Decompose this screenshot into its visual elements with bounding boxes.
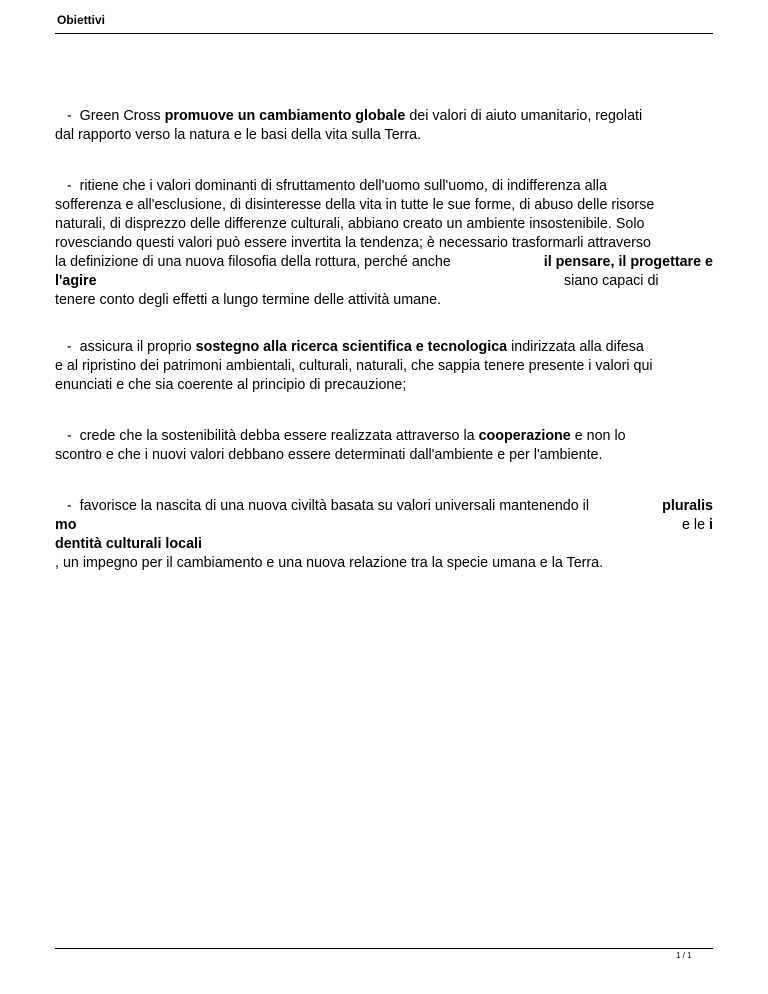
page-title: Obiettivi — [57, 13, 106, 27]
footer-divider — [55, 948, 713, 949]
paragraph-line: rovesciando questi valori può essere invertita la tendenza; è necessario trasformarli attraverso — [55, 235, 652, 251]
paragraph-text: - Green Cross — [55, 108, 165, 124]
paragraph-text: - favorisce la nascita di una nuova civiltà basata su valori universali mantenendo il — [55, 498, 594, 514]
paragraph-text: dei valori di aiuto umanitario, regolati — [405, 108, 643, 124]
objective-paragraph-3 — [55, 338, 713, 395]
objective-paragraph-1 — [55, 107, 713, 145]
paragraph-bold-text: dentità culturali locali — [55, 536, 202, 552]
objective-paragraph-5 — [55, 497, 713, 573]
paragraph-line: , un impegno per il cambiamento e una nuova relazione tra la specie umana e la Terra. — [55, 555, 604, 571]
paragraph-bold-text: mo — [55, 517, 77, 533]
paragraph-bold-text: pluralis — [662, 498, 713, 514]
paragraph-line: enunciati e che sia coerente al principio di precauzione; — [55, 377, 407, 393]
paragraph-line: naturali, di disprezzo delle differenze culturali, abbiano creato un ambiente insostenibile. Solo — [55, 216, 645, 232]
header-divider — [55, 33, 713, 34]
paragraph-text: la definizione di una nuova filosofia della rottura, perché anche — [55, 254, 451, 270]
paragraph-text: indirizzata alla difesa — [507, 339, 644, 355]
paragraph-bold-text: il pensare, il progettare e — [543, 254, 713, 270]
paragraph-bold-text: promuove un cambiamento globale — [164, 108, 406, 124]
objective-paragraph-4 — [55, 427, 713, 465]
paragraph-bold-text: cooperazione — [478, 428, 571, 444]
paragraph-line: sofferenza e all'esclusione, di disinteresse della vita in tutte le sue forme, di abuso delle risorse — [55, 197, 655, 213]
paragraph-bold-text: l'agire — [55, 273, 97, 289]
paragraph-bold-text: sostegno alla ricerca scientifica e tecnologica — [195, 339, 508, 355]
paragraph-line: e al ripristino dei patrimoni ambientali, culturali, naturali, che sappia tenere presente i valori qui — [55, 358, 653, 374]
page-number: 1 / 1 — [676, 951, 692, 960]
paragraph-text: e le — [681, 517, 710, 533]
paragraph-text: siano capaci di — [564, 273, 659, 289]
paragraph-text: e non lo — [570, 428, 626, 444]
paragraph-bold-text: i — [709, 517, 713, 533]
paragraph-text: - crede che la sostenibilità debba essere realizzata attraverso la — [55, 428, 479, 444]
paragraph-line: scontro e che i nuovi valori debbano essere determinati dall'ambiente e per l'ambiente. — [55, 447, 603, 463]
paragraph-text: - assicura il proprio — [55, 339, 196, 355]
paragraph-line: tenere conto degli effetti a lungo termine delle attività umane. — [55, 292, 441, 308]
paragraph-line: - ritiene che i valori dominanti di sfruttamento dell'uomo sull'uomo, di indifferenza alla — [55, 178, 607, 194]
objective-paragraph-2 — [55, 177, 713, 310]
paragraph-line: dal rapporto verso la natura e le basi della vita sulla Terra. — [55, 127, 422, 143]
